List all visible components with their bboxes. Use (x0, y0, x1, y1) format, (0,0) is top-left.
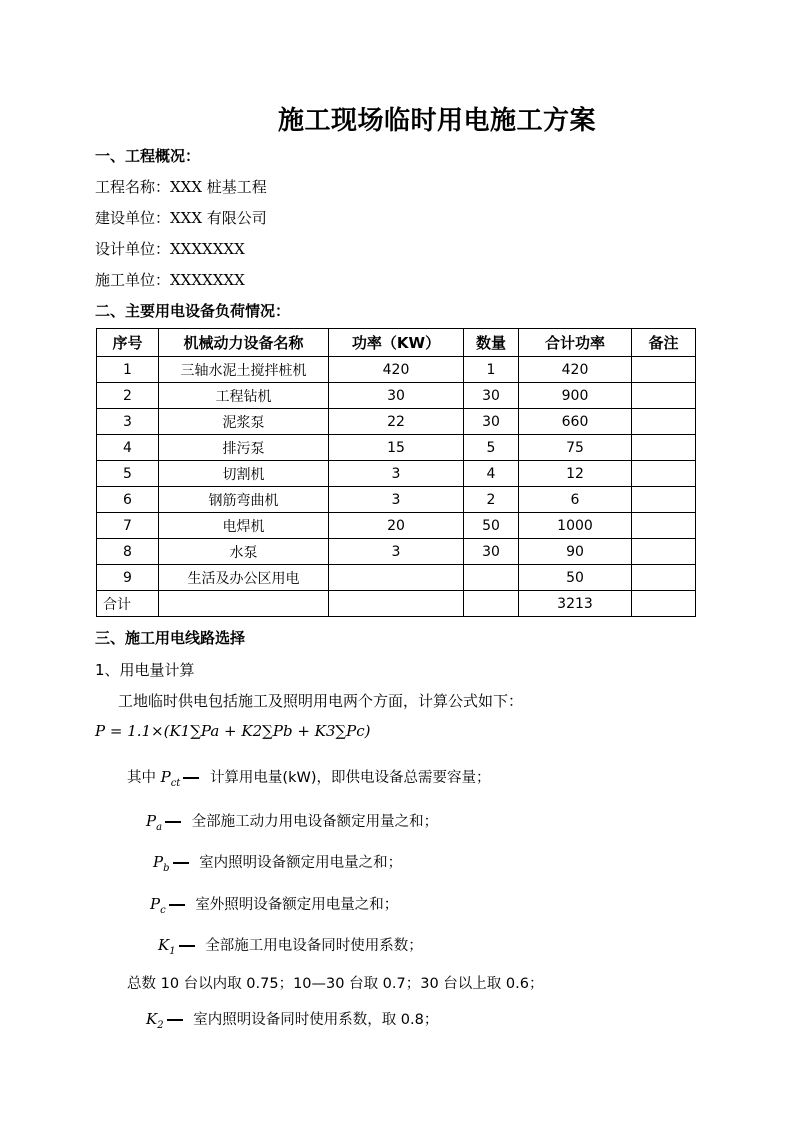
table-cell (159, 591, 329, 617)
table-cell (464, 591, 519, 617)
table-cell: 工程钻机 (159, 383, 329, 409)
table-cell: 660 (519, 409, 632, 435)
def-text: 计算用电量(kW)，即供电设备总需要容量； (209, 770, 491, 786)
table-row (97, 487, 696, 513)
dash-separator (167, 1019, 183, 1021)
col-header: 序号 (97, 329, 159, 357)
table-cell: 1000 (519, 513, 632, 539)
table-row (97, 435, 696, 461)
def-text: 全部施工动力用电设备额定用量之和； (191, 814, 439, 830)
dash-separator (183, 777, 199, 779)
table-cell: 1 (97, 357, 159, 383)
table-row (97, 565, 696, 591)
table-cell (329, 565, 464, 591)
def-prefix: 其中 (127, 770, 156, 786)
table-cell: 90 (519, 539, 632, 565)
symbol-pb: $P_b$ (153, 853, 170, 874)
table-cell (329, 591, 464, 617)
table-cell: 3 (329, 487, 464, 513)
table-cell (464, 565, 519, 591)
table-cell: 2 (97, 383, 159, 409)
table-cell (632, 461, 696, 487)
table-cell: 泥浆泵 (159, 409, 329, 435)
section1-heading: 一、工程概况： (95, 147, 201, 165)
table-cell: 75 (519, 435, 632, 461)
table-cell: 3 (329, 539, 464, 565)
k1-note: 总数 10 台以内取 0.75；10—30 台取 0.7；30 台以上取 0.6； (127, 976, 544, 992)
intro-paragraph: 工地临时供电包括施工及照明用电两个方面，计算公式如下： (118, 692, 524, 710)
dash-separator (179, 945, 195, 947)
table-cell: 6 (97, 487, 159, 513)
table-cell: 电焊机 (159, 513, 329, 539)
table-cell: 30 (464, 383, 519, 409)
power-formula: P = 1.1×(K1∑Pa + K2∑Pb + K3∑Pc) (95, 722, 371, 740)
table-cell: 22 (329, 409, 464, 435)
table-cell: 5 (464, 435, 519, 461)
table-cell: 4 (464, 461, 519, 487)
table-total-row (97, 591, 696, 617)
section3-heading: 三、施工用电线路选择 (95, 629, 246, 647)
def-text: 室内照明设备同时使用系数，取 0.8； (193, 1012, 439, 1028)
col-header: 机械动力设备名称 (159, 329, 329, 357)
def-text: 室内照明设备额定用电量之和； (199, 855, 403, 871)
table-cell: 切割机 (159, 461, 329, 487)
table-cell: 20 (329, 513, 464, 539)
table-cell: 50 (519, 565, 632, 591)
design-unit: 设计单位：XXXXXXX (95, 240, 245, 258)
builder-unit: 施工单位：XXXXXXX (95, 271, 245, 289)
table-cell: 钢筋弯曲机 (159, 487, 329, 513)
table-cell (632, 591, 696, 617)
table-cell: 1 (464, 357, 519, 383)
project-name: 工程名称：XXX 桩基工程 (95, 178, 267, 196)
col-header: 备注 (632, 329, 696, 357)
table-cell: 420 (329, 357, 464, 383)
symbol-k1: $K_1$ (158, 936, 176, 957)
table-row (97, 357, 696, 383)
table-row (97, 383, 696, 409)
section2-heading: 二、主要用电设备负荷情况： (95, 302, 291, 320)
def-k2 (146, 1008, 438, 1031)
table-cell (632, 435, 696, 461)
col-header: 合计功率 (519, 329, 632, 357)
def-p-total (127, 766, 490, 789)
table-cell: 420 (519, 357, 632, 383)
table-cell (632, 383, 696, 409)
def-text: 室外照明设备额定用电量之和； (195, 897, 399, 913)
table-cell (632, 539, 696, 565)
table-cell: 900 (519, 383, 632, 409)
table-cell: 3 (97, 409, 159, 435)
table-header-row (97, 329, 696, 357)
symbol-p-total: $P_{ct}$ (160, 768, 181, 789)
table-cell: 生活及办公区用电 (159, 565, 329, 591)
table-cell (632, 409, 696, 435)
table-cell: 30 (329, 383, 464, 409)
dash-separator (165, 821, 181, 823)
table-cell: 2 (464, 487, 519, 513)
def-k1 (158, 934, 423, 957)
symbol-k2: $K_2$ (146, 1010, 164, 1031)
table-cell: 15 (329, 435, 464, 461)
dash-separator (169, 904, 185, 906)
table-cell: 50 (464, 513, 519, 539)
def-pc (150, 893, 398, 916)
table-cell: 12 (519, 461, 632, 487)
def-text: 全部施工用电设备同时使用系数； (205, 938, 423, 954)
table-cell: 3213 (519, 591, 632, 617)
symbol-pa: $P_a$ (146, 812, 163, 833)
col-header: 功率（KW） (329, 329, 464, 357)
def-pb (153, 851, 402, 874)
equipment-load-table (96, 328, 696, 617)
table-cell (632, 357, 696, 383)
table-cell: 6 (519, 487, 632, 513)
table-cell: 7 (97, 513, 159, 539)
table-cell: 5 (97, 461, 159, 487)
table-cell: 30 (464, 539, 519, 565)
table-cell: 9 (97, 565, 159, 591)
table-row (97, 539, 696, 565)
document-title: 施工现场临时用电施工方案 (277, 106, 596, 136)
table-cell: 三轴水泥土搅拌桩机 (159, 357, 329, 383)
dash-separator (173, 862, 189, 864)
def-pa (146, 810, 438, 833)
table-cell: 8 (97, 539, 159, 565)
table-row (97, 513, 696, 539)
col-header: 数量 (464, 329, 519, 357)
table-cell: 水泵 (159, 539, 329, 565)
table-cell: 3 (329, 461, 464, 487)
table-cell: 合计 (97, 591, 159, 617)
table-cell (632, 513, 696, 539)
table-cell: 4 (97, 435, 159, 461)
table-cell: 排污泵 (159, 435, 329, 461)
subsection-heading: 1、用电量计算 (95, 661, 195, 679)
table-row (97, 409, 696, 435)
table-row (97, 461, 696, 487)
table-cell (632, 487, 696, 513)
construction-unit: 建设单位：XXX 有限公司 (95, 209, 267, 227)
table-cell: 30 (464, 409, 519, 435)
table-cell (632, 565, 696, 591)
symbol-pc: $P_c$ (150, 895, 166, 916)
